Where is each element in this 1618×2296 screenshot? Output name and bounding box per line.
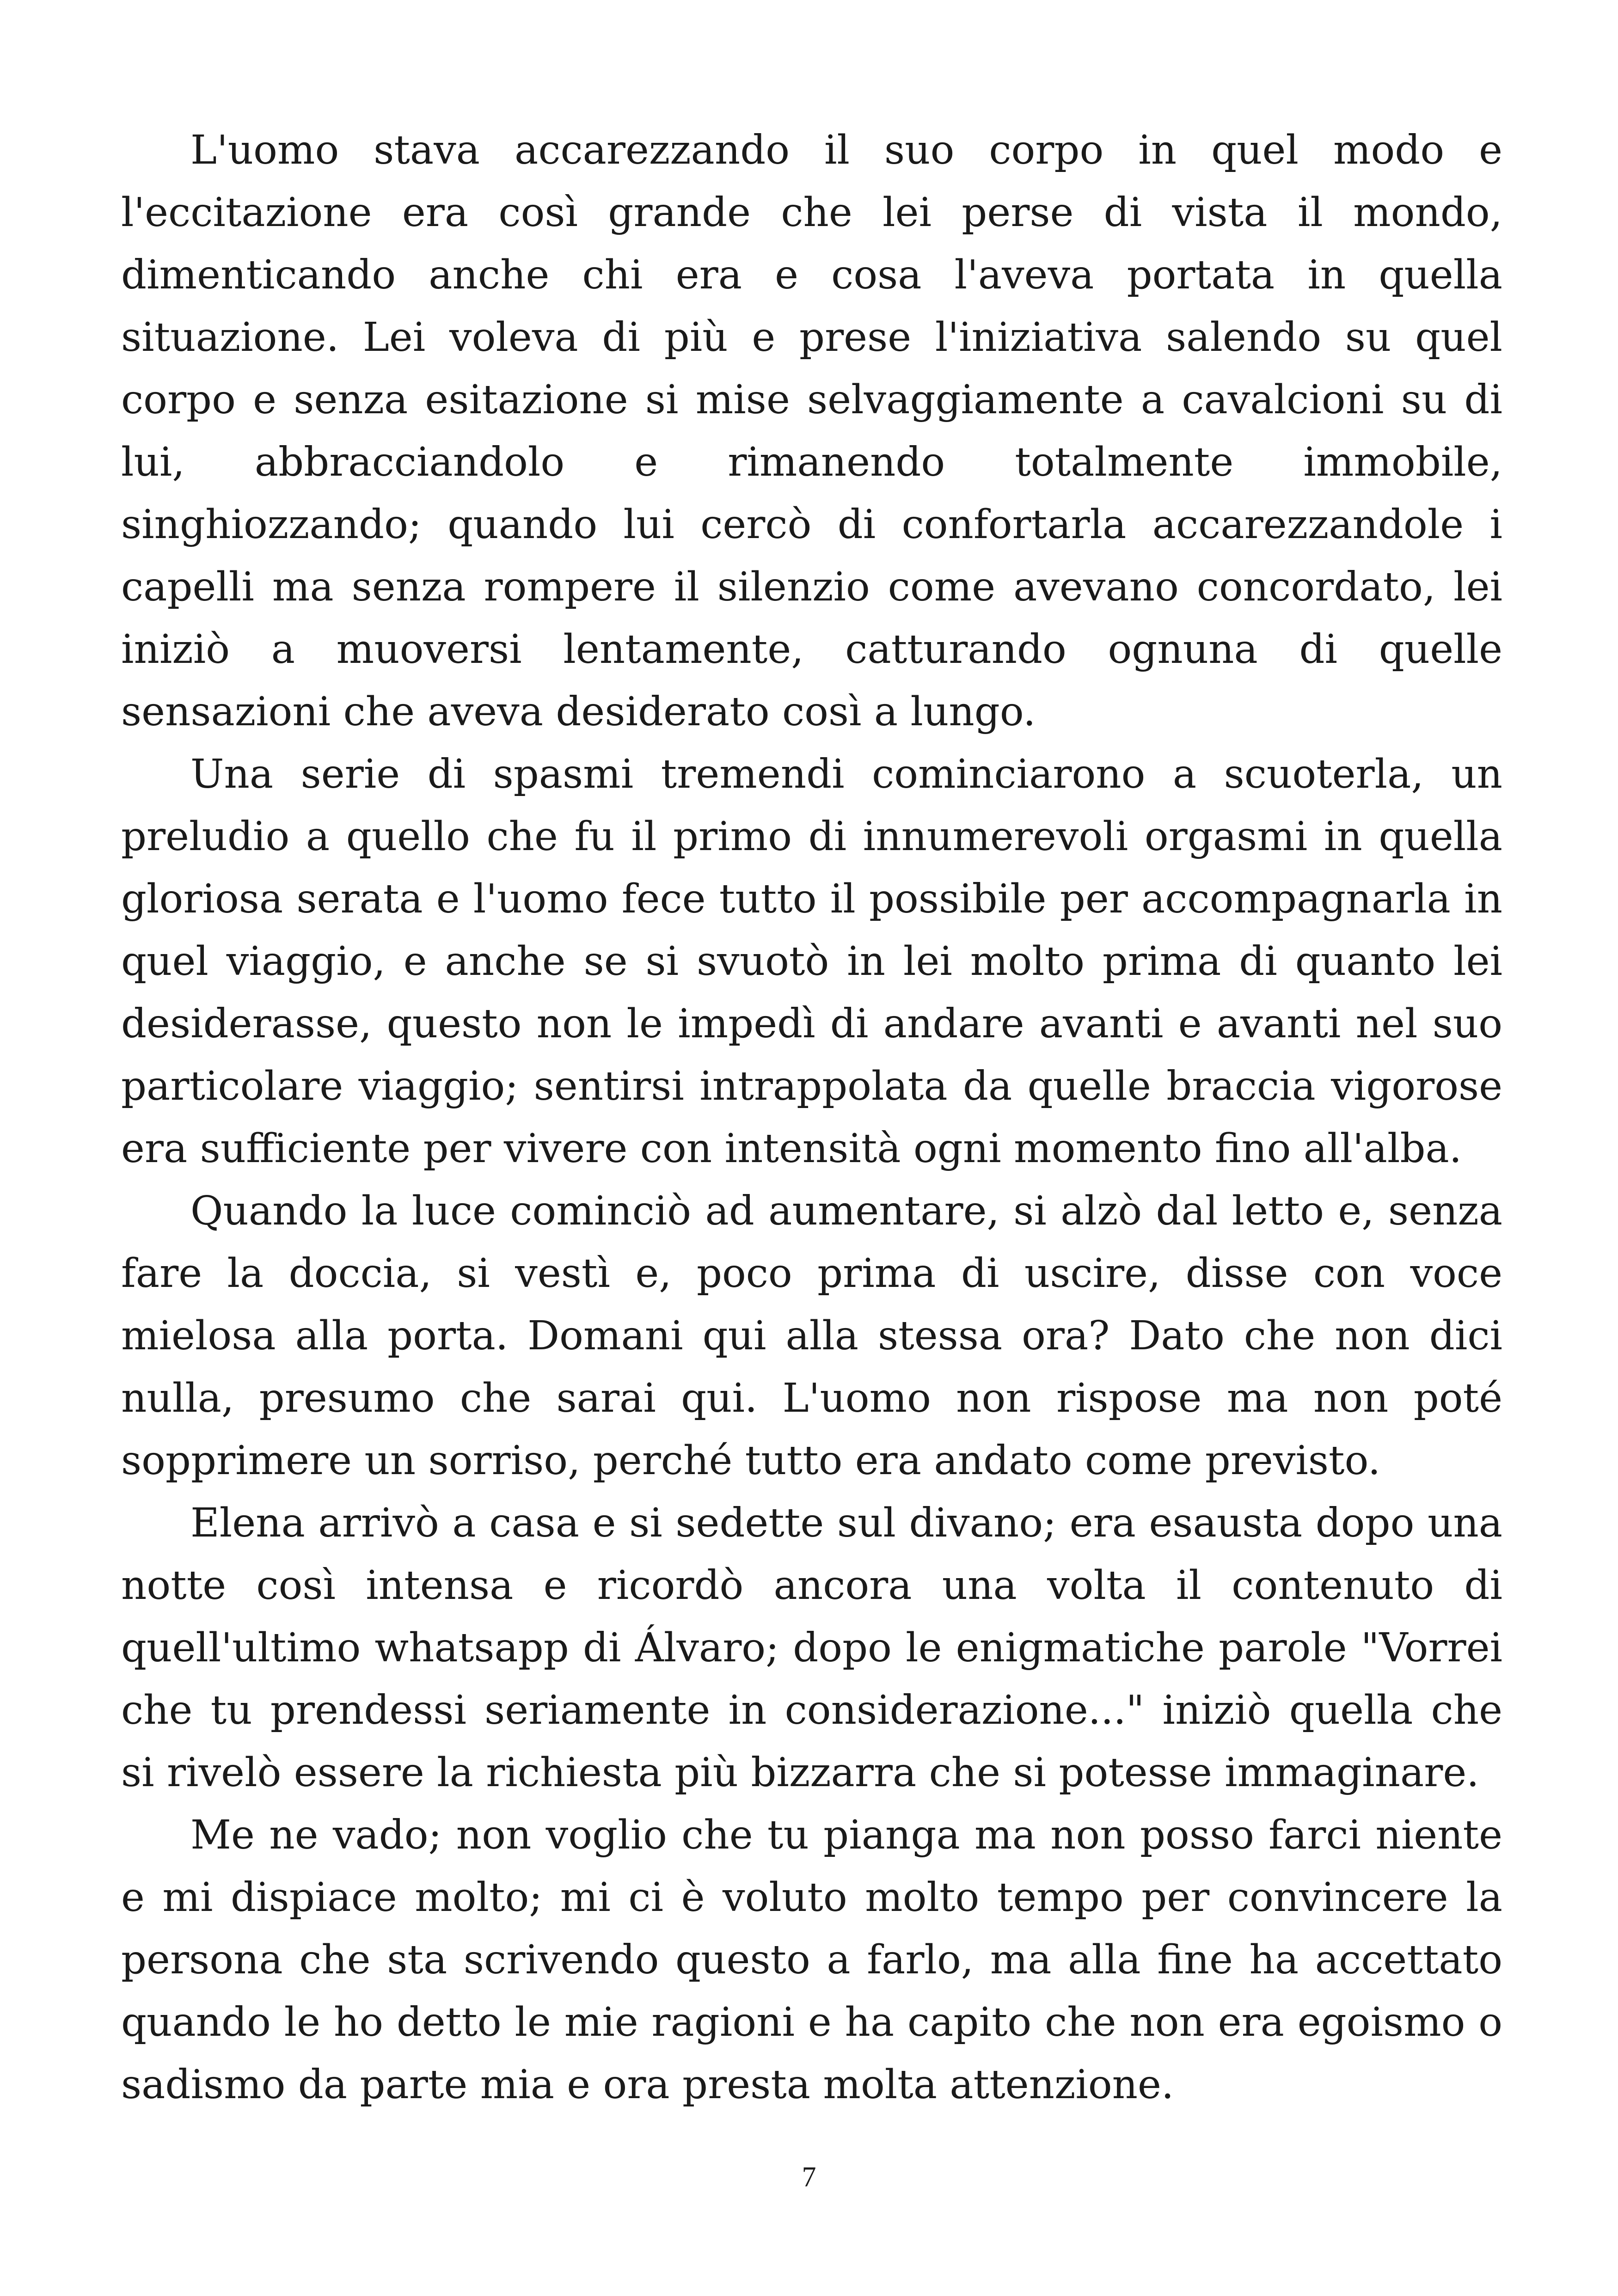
body-text — [121, 119, 1502, 2116]
paragraph-5: Me ne vado; non voglio che tu pianga ma non posso farci niente e mi dispiace molto; mi ci è voluto molto tempo per convincere la persona che sta scrivendo questo a farlo, ma alla fine ha accettato quando le ho detto le mie ragioni e ha capito che non era egoismo o sadismo da parte mia e ora presta molta attenzione. — [121, 1812, 1502, 2108]
page-number: 7 — [802, 2161, 816, 2193]
paragraph-2: Una serie di spasmi tremendi cominciarono a scuoterla, un preludio a quello che fu il primo di innumerevoli orgasmi in quella gloriosa serata e l'uomo fece tutto il possibile per accompagnarla in quel viaggio, e anche se si svuotò in lei molto prima di quanto lei desiderasse, questo non le impedì di andare avanti e avanti nel suo particolare viaggio; sentirsi intrappolata da quelle braccia vigorose era sufficiente per vivere con intensità ogni momento fino all'alba. — [121, 751, 1502, 1172]
paragraph-4: Elena arrivò a casa e si sedette sul divano; era esausta dopo una notte così intensa e ricordò ancora una volta il contenuto di quell'ultimo whatsapp di Álvaro; dopo le enigmatiche parole "Vorrei che tu prendessi seriamente in considerazione..." iniziò quella che si rivelò essere la richiesta più bizzarra che si potesse immaginare. — [121, 1500, 1502, 1796]
paragraph-1: L'uomo stava accarezzando il suo corpo in quel modo e l'eccitazione era così grande che lei perse di vista il mondo, dimenticando anche chi era e cosa l'aveva portata in quella situazione. Lei voleva di più e prese l'iniziativa salendo su quel corpo e senza esitazione si mise selvaggiamente a cavalcioni su di lui, abbracciandolo e rimanendo totalmente immobile, singhiozzando; quando lui cercò di confortarla accarezzandole i capelli ma senza rompere il silenzio come avevano concordato, lei iniziò a muoversi lentamente, catturando ognuna di quelle sensazioni che aveva desiderato così a lungo. — [121, 127, 1502, 735]
paragraph-3: Quando la luce cominciò ad aumentare, si alzò dal letto e, senza fare la doccia, si vestì e, poco prima di uscire, disse con voce mielosa alla porta. Domani qui alla stessa ora? Dato che non dici nulla, presumo che sarai qui. L'uomo non rispose ma non poté sopprimere un sorriso, perché tutto era andato come previsto. — [121, 1188, 1502, 1484]
